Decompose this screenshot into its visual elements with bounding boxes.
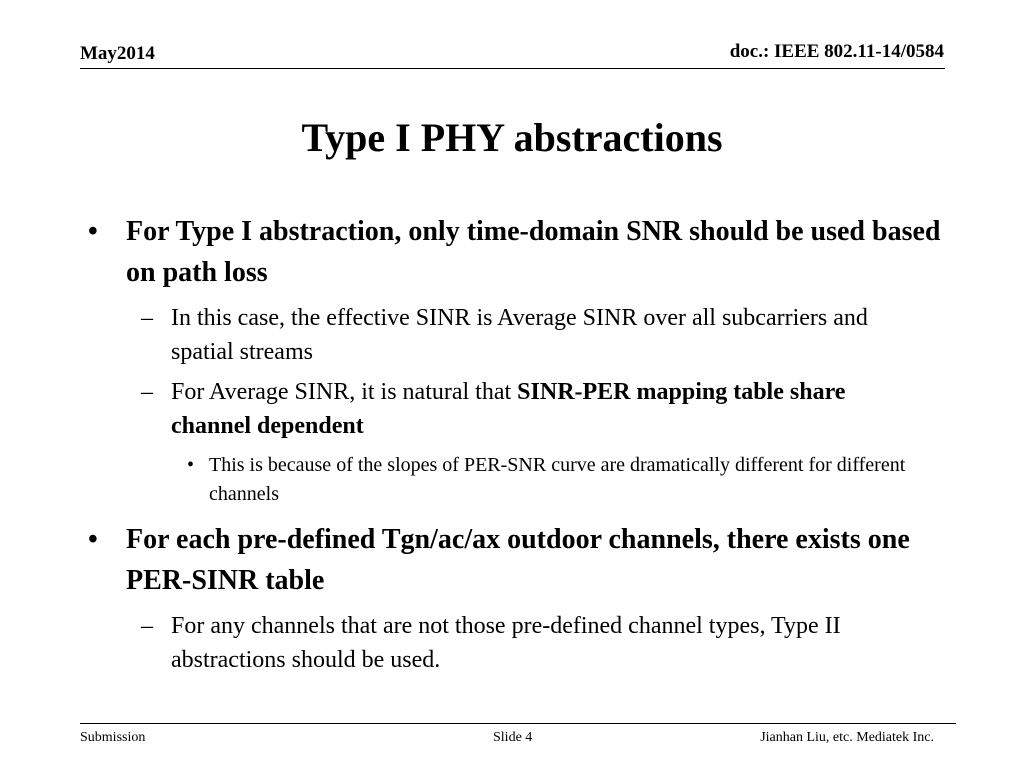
bullet-marker: • [187,454,195,476]
tertiary-bullet-text: This is because of the slopes of PER-SNR curve are dramatically different for different channels [209,454,906,505]
header-date: May2014 [80,43,155,64]
dash-marker: – [141,305,153,331]
footer-submission: Submission [80,730,146,745]
sub-bullet-text: For any channels that are not those pre-defined channel types, Type II abstractions should be used. [171,613,841,673]
sub-bullet-item [141,609,911,677]
bullet-marker: • [88,524,98,555]
dash-marker: – [141,613,153,639]
dash-marker: – [141,379,153,405]
bullet-item [88,211,946,293]
footer-divider [80,723,956,724]
sub-bullet-text-prefix: For Average SINR, it is natural that [171,379,518,405]
sub-bullet-item [141,301,911,369]
bullet-text: For each pre-defined Tgn/ac/ax outdoor channels, there exists one PER-SINR table [126,524,910,596]
bullet-text: For Type I abstraction, only time-domain SNR should be used based on path loss [126,216,941,288]
tertiary-bullet-item [187,451,929,509]
sub-bullet-text-emphasis: SINR-PER mapping table share channel dependent [171,379,846,439]
bullet-marker: • [88,216,98,247]
slide-title: Type I PHY abstractions [301,115,723,160]
sub-bullet-item [141,375,911,443]
footer-author: Jianhan Liu, etc. Mediatek Inc. [760,730,934,745]
bullet-item [88,519,946,601]
header-doc-id: doc.: IEEE 802.11-14/0584 [729,41,944,62]
sub-bullet-text: In this case, the effective SINR is Average SINR over all subcarriers and spatial streams [171,305,868,365]
footer-slide-number: Slide 4 [493,730,533,745]
